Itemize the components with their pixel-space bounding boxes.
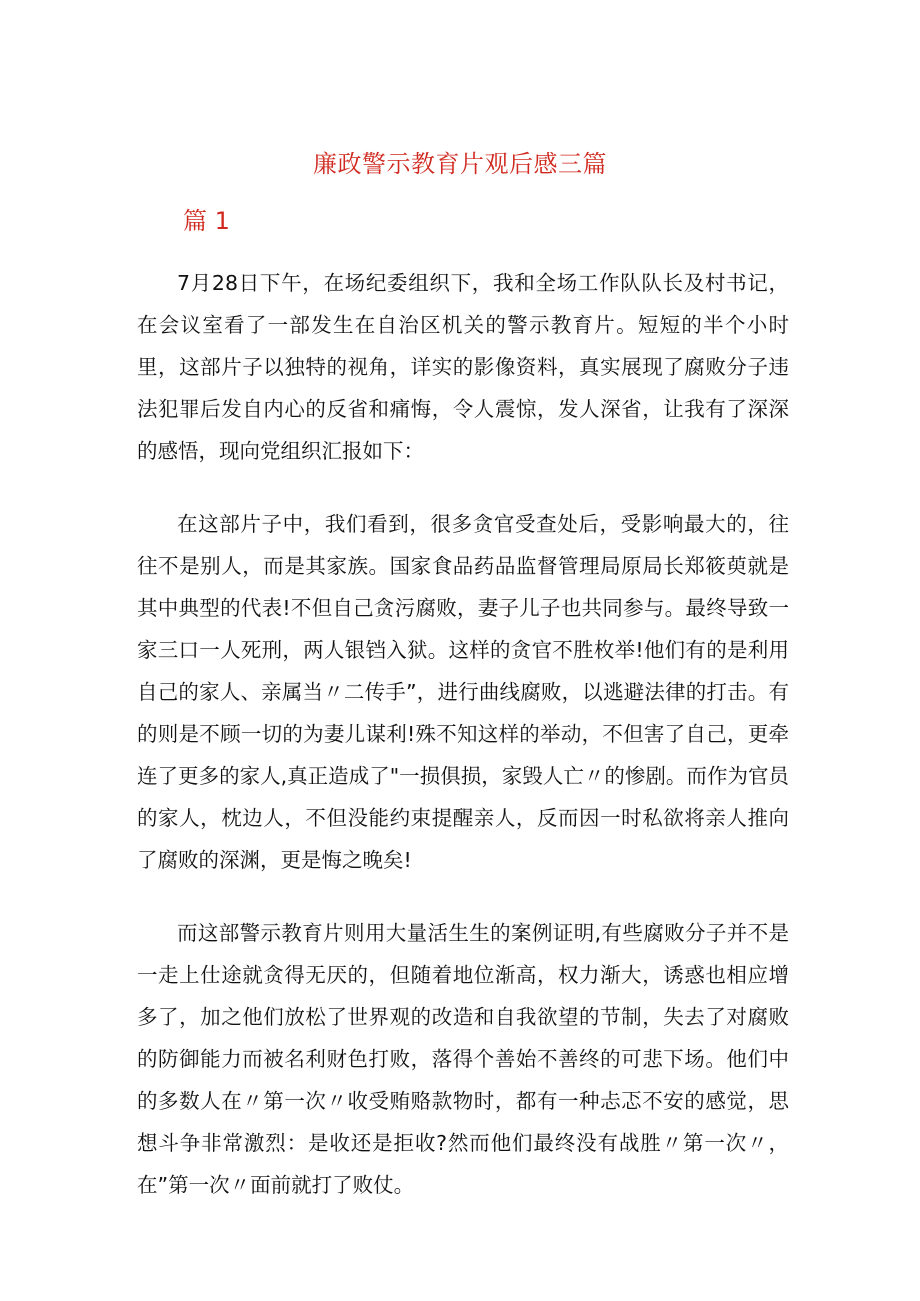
paragraph-1: 7月28日下午，在场纪委组织下，我和全场工作队队长及村书记，在会议室看了一部发生在自治区机关的警示教育片。短短的半个小时里，这部片子以独特的视角，详实的影像资料，真实展现了腐败分子违法犯罪后发自内心的反省和痛悔，令人震惊，发人深省，让我有了深深的感悟，现向党组织汇报如下： (137, 271, 789, 463)
document-body (137, 262, 789, 1237)
section-heading: 篇 1 (183, 207, 230, 235)
paragraph-3: 而这部警示教育片则用大量活生生的案例证明,有些腐败分子并不是一走上仕途就贪得无厌的，但随着地位渐高，权力渐大，诱惑也相应增多了，加之他们放松了世界观的改造和自我欲望的节制，失去了对腐败的防御能力而被名利财色打败，落得个善始不善终的可悲下场。他们中的多数人在〃第一次〃收受贿赂款物时，都有一种忐忑不安的感觉，思想斗争非常激烈：是收还是拒收?然而他们最终没有战胜〃第一次〃，在”第一次〃面前就打了败仗。 (137, 921, 789, 1197)
paragraph-2: 在这部片子中，我们看到，很多贪官受查处后，受影响最大的，往往不是别人，而是其家族。国家食品药品监督管理局原局长郑筱萸就是其中典型的代表!不但自己贪污腐败，妻子儿子也共同参与。最终导致一家三口一人死刑，两人银铛入狱。这样的贪官不胜枚举!他们有的是利用自己的家人、亲属当〃二传手”，进行曲线腐败，以逃避法律的打击。有的则是不顾一切的为妻儿谋利!殊不知这样的举动，不但害了自己，更牵连了更多的家人,真正造成了"一损俱损，家毁人亡〃的惨剧。而作为官员的家人，枕边人，不但没能约束提醒亲人，反而因一时私欲将亲人推向了腐败的深渊，更是悔之晚矣! (137, 512, 789, 872)
document-title: 廉政警示教育片观后感三篇 (313, 150, 607, 178)
